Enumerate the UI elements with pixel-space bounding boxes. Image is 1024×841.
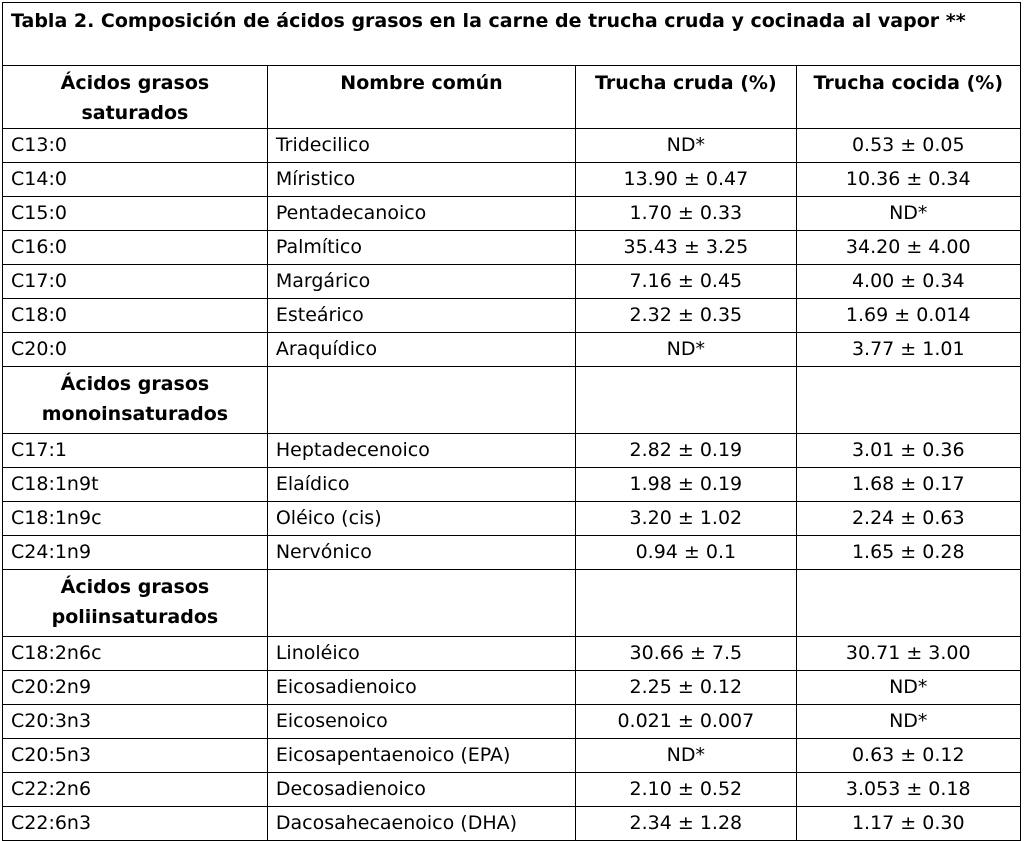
common-name: Nervónico [267, 536, 575, 570]
fatty-acid-code: C20:0 [3, 333, 268, 367]
fatty-acid-table-container [2, 2, 1021, 841]
raw-value: 7.16 ± 0.45 [576, 265, 796, 299]
fatty-acid-code: C16:0 [3, 231, 268, 265]
fatty-acid-code: C17:1 [3, 434, 268, 468]
table-row [3, 536, 1021, 570]
empty-cell [576, 367, 796, 434]
fatty-acid-table [2, 2, 1021, 841]
table-row [3, 468, 1021, 502]
raw-value: 2.34 ± 1.28 [576, 807, 796, 841]
cooked-value: ND* [796, 705, 1020, 739]
common-name: Araquídico [267, 333, 575, 367]
fatty-acid-code: C18:1n9c [3, 502, 268, 536]
raw-value: ND* [576, 739, 796, 773]
table-row [3, 434, 1021, 468]
raw-value: 2.32 ± 0.35 [576, 299, 796, 333]
common-name: Heptadecenoico [267, 434, 575, 468]
header-fatty-acids-line2: saturados [81, 102, 189, 124]
common-name: Tridecilico [267, 129, 575, 163]
cooked-value: 3.77 ± 1.01 [796, 333, 1020, 367]
cooked-value: 3.053 ± 0.18 [796, 773, 1020, 807]
cooked-value: 0.53 ± 0.05 [796, 129, 1020, 163]
cooked-value: ND* [796, 671, 1020, 705]
common-name: Esteárico [267, 299, 575, 333]
header-raw-trout: Trucha cruda (%) [576, 66, 796, 129]
common-name: Dacosahecaenoico (DHA) [267, 807, 575, 841]
raw-value: 0.94 ± 0.1 [576, 536, 796, 570]
table-row [3, 671, 1021, 705]
cooked-value: 4.00 ± 0.34 [796, 265, 1020, 299]
monounsaturated-section-label-line2: monoinsaturados [41, 403, 229, 425]
common-name: Eicosapentaenoico (EPA) [267, 739, 575, 773]
table-row [3, 129, 1021, 163]
fatty-acid-code: C22:6n3 [3, 807, 268, 841]
common-name: Palmítico [267, 231, 575, 265]
cooked-value: 3.01 ± 0.36 [796, 434, 1020, 468]
common-name: Decosadienoico [267, 773, 575, 807]
table-row [3, 739, 1021, 773]
raw-value: 2.82 ± 0.19 [576, 434, 796, 468]
fatty-acid-code: C14:0 [3, 163, 268, 197]
common-name: Margárico [267, 265, 575, 299]
fatty-acid-code: C18:1n9t [3, 468, 268, 502]
cooked-value: 2.24 ± 0.63 [796, 502, 1020, 536]
empty-cell [796, 570, 1020, 637]
raw-value: 1.98 ± 0.19 [576, 468, 796, 502]
table-row [3, 773, 1021, 807]
header-cooked-trout: Trucha cocida (%) [796, 66, 1020, 129]
cooked-value: 34.20 ± 4.00 [796, 231, 1020, 265]
cooked-value: 1.69 ± 0.014 [796, 299, 1020, 333]
cooked-value: 30.71 ± 3.00 [796, 637, 1020, 671]
raw-value: 2.10 ± 0.52 [576, 773, 796, 807]
common-name: Pentadecanoico [267, 197, 575, 231]
fatty-acid-code: C24:1n9 [3, 536, 268, 570]
cooked-value: ND* [796, 197, 1020, 231]
table-row [3, 197, 1021, 231]
cooked-value: 1.68 ± 0.17 [796, 468, 1020, 502]
table-row [3, 705, 1021, 739]
common-name: Elaídico [267, 468, 575, 502]
raw-value: 0.021 ± 0.007 [576, 705, 796, 739]
fatty-acid-code: C20:2n9 [3, 671, 268, 705]
table-row [3, 807, 1021, 841]
title-row [3, 3, 1021, 66]
table-row [3, 333, 1021, 367]
cooked-value: 1.65 ± 0.28 [796, 536, 1020, 570]
cooked-value: 0.63 ± 0.12 [796, 739, 1020, 773]
fatty-acid-code: C20:3n3 [3, 705, 268, 739]
monounsaturated-section-label-line1: Ácidos grasos [60, 373, 210, 395]
polyunsaturated-section-label-line1: Ácidos grasos [60, 576, 210, 598]
monounsaturated-section-label [3, 367, 268, 434]
common-name: Eicosenoico [267, 705, 575, 739]
fatty-acid-code: C22:2n6 [3, 773, 268, 807]
cooked-value: 10.36 ± 0.34 [796, 163, 1020, 197]
common-name: Linoléico [267, 637, 575, 671]
monounsaturated-section-row [3, 367, 1021, 434]
header-row [3, 66, 1021, 129]
fatty-acid-code: C18:2n6c [3, 637, 268, 671]
raw-value: ND* [576, 333, 796, 367]
empty-cell [267, 570, 575, 637]
header-common-name: Nombre común [267, 66, 575, 129]
table-row [3, 637, 1021, 671]
table-title: Tabla 2. Composición de ácidos grasos en la carne de trucha cruda y cocinada al vapor ** [3, 3, 1021, 66]
fatty-acid-code: C13:0 [3, 129, 268, 163]
header-fatty-acids-line1: Ácidos grasos [60, 72, 210, 94]
fatty-acid-code: C17:0 [3, 265, 268, 299]
fatty-acid-code: C18:0 [3, 299, 268, 333]
empty-cell [796, 367, 1020, 434]
cooked-value: 1.17 ± 0.30 [796, 807, 1020, 841]
header-fatty-acids [3, 66, 268, 129]
raw-value: 35.43 ± 3.25 [576, 231, 796, 265]
common-name: Oléico (cis) [267, 502, 575, 536]
table-row [3, 299, 1021, 333]
common-name: Míristico [267, 163, 575, 197]
polyunsaturated-section-label-line2: poliinsaturados [51, 606, 219, 628]
fatty-acid-code: C15:0 [3, 197, 268, 231]
raw-value: 2.25 ± 0.12 [576, 671, 796, 705]
empty-cell [576, 570, 796, 637]
raw-value: 13.90 ± 0.47 [576, 163, 796, 197]
common-name: Eicosadienoico [267, 671, 575, 705]
table-row [3, 502, 1021, 536]
fatty-acid-code: C20:5n3 [3, 739, 268, 773]
empty-cell [267, 367, 575, 434]
table-row [3, 163, 1021, 197]
raw-value: 3.20 ± 1.02 [576, 502, 796, 536]
table-row [3, 265, 1021, 299]
polyunsaturated-section-row [3, 570, 1021, 637]
polyunsaturated-section-label [3, 570, 268, 637]
table-row [3, 231, 1021, 265]
raw-value: ND* [576, 129, 796, 163]
raw-value: 1.70 ± 0.33 [576, 197, 796, 231]
raw-value: 30.66 ± 7.5 [576, 637, 796, 671]
